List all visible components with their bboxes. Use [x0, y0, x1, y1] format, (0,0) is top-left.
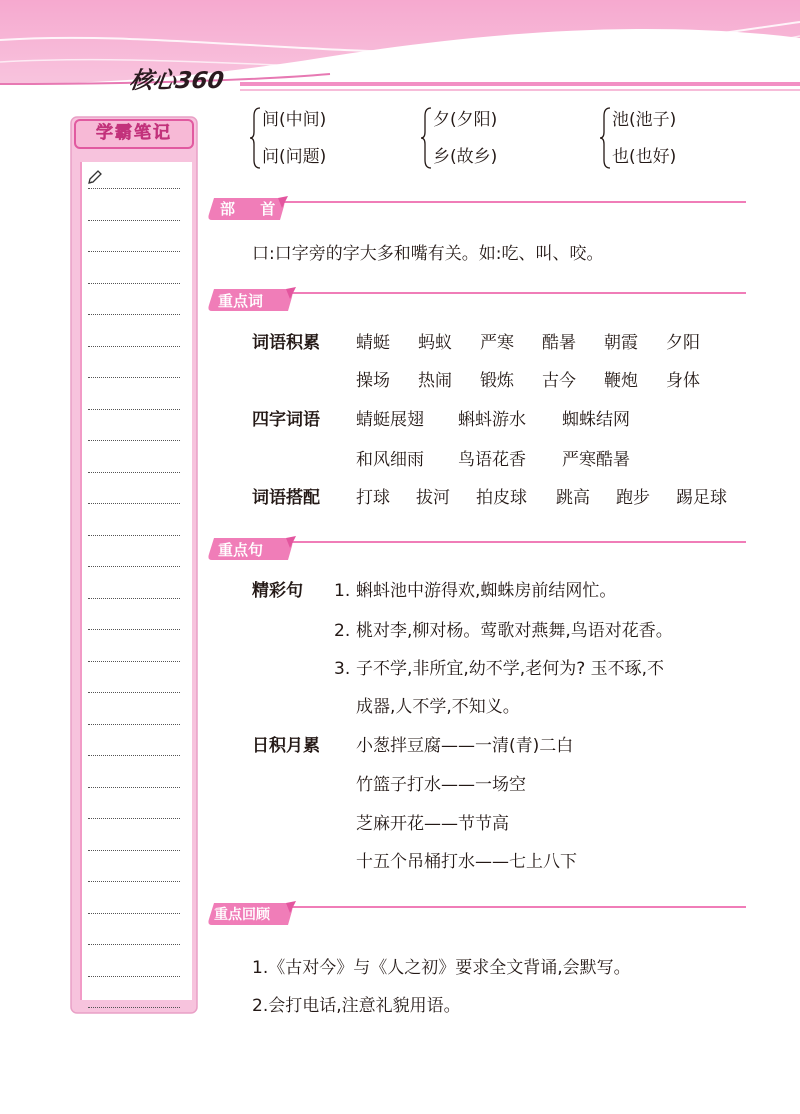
note-line: [88, 566, 180, 567]
review-item: 1.《古对今》与《人之初》要求全文背诵,会默写。: [252, 958, 631, 978]
sentence: 桃对李,柳对杨。莺歌对燕舞,鸟语对花香。: [356, 621, 673, 641]
section-title-sentences: 重点句: [218, 541, 264, 559]
char-item: 乡(故乡): [433, 147, 498, 167]
word: 拔河: [416, 488, 450, 508]
section-rule: [280, 201, 746, 203]
note-line: [88, 850, 180, 851]
word: 热闹: [418, 371, 452, 391]
group-label: 日积月累: [252, 736, 320, 756]
word: 打球: [356, 488, 390, 508]
note-line: [88, 472, 180, 473]
word: 蝌蚪游水: [458, 410, 526, 430]
group-label: 精彩句: [252, 581, 303, 601]
word: 蜘蛛结网: [562, 410, 630, 430]
note-line: [88, 440, 180, 441]
note-line: [88, 913, 180, 914]
word: 夕阳: [666, 333, 700, 353]
word: 跳高: [556, 488, 590, 508]
word: 酷暑: [542, 333, 576, 353]
word: 跑步: [616, 488, 650, 508]
char-item: 问(问题): [262, 147, 327, 167]
word: 鸟语花香: [458, 450, 526, 470]
word: 操场: [356, 371, 390, 391]
sentence-num: 2.: [334, 621, 351, 641]
note-line: [88, 220, 180, 221]
header-banner: [0, 0, 800, 100]
group-label: 词语积累: [252, 333, 320, 353]
note-line: [88, 629, 180, 630]
word: 蜻蜓展翅: [356, 410, 424, 430]
note-line: [88, 314, 180, 315]
note-line: [88, 976, 180, 977]
note-line: [88, 283, 180, 284]
section-rule: [280, 541, 746, 543]
word: 蜻蜓: [356, 333, 390, 353]
sentence: 子不学,非所宜,幼不学,老何为? 玉不琢,不: [356, 659, 665, 679]
char-item: 池(池子): [612, 110, 677, 130]
word: 身体: [666, 371, 700, 391]
group-label: 四字词语: [252, 410, 320, 430]
note-line: [88, 535, 180, 536]
word: 朝霞: [604, 333, 638, 353]
radical-text: 口:口字旁的字大多和嘴有关。如:吃、叫、咬。: [252, 244, 604, 264]
note-line: [88, 818, 180, 819]
note-line: [88, 188, 180, 189]
proverb: 小葱拌豆腐——一清(青)二白: [356, 736, 574, 756]
header-brand: 核心360: [127, 68, 226, 94]
note-line: [88, 881, 180, 882]
pencil-icon: [86, 168, 104, 186]
section-title-words: 重点词: [218, 292, 264, 310]
char-item: 夕(夕阳): [433, 110, 498, 130]
section-title-radical: 部 首: [220, 200, 286, 218]
word: 古今: [542, 371, 576, 391]
section-rule: [280, 292, 746, 294]
notes-title: 学霸笔记: [96, 123, 172, 143]
note-line: [88, 346, 180, 347]
notes-paper: [80, 162, 192, 1000]
note-line: [88, 944, 180, 945]
note-line: [88, 503, 180, 504]
group-label: 词语搭配: [252, 488, 320, 508]
proverb: 竹篮子打水——一场空: [356, 775, 526, 795]
word: 踢足球: [676, 488, 727, 508]
char-item: 间(中间): [262, 110, 327, 130]
note-line: [88, 251, 180, 252]
note-line: [88, 1007, 180, 1008]
note-line: [88, 661, 180, 662]
note-line: [88, 598, 180, 599]
brace-icon: [600, 106, 612, 170]
word: 严寒酷暑: [562, 450, 630, 470]
section-rule: [280, 906, 746, 908]
char-item: 也(也好): [612, 147, 677, 167]
note-line: [88, 755, 180, 756]
review-item: 2.会打电话,注意礼貌用语。: [252, 996, 461, 1016]
word: 严寒: [480, 333, 514, 353]
note-line: [88, 724, 180, 725]
proverb: 芝麻开花——节节高: [356, 814, 509, 834]
sentence: 成器,人不学,不知义。: [356, 697, 520, 717]
proverb: 十五个吊桶打水——七上八下: [356, 852, 577, 872]
sentence: 蝌蚪池中游得欢,蜘蛛房前结网忙。: [356, 581, 617, 601]
word: 蚂蚁: [418, 333, 452, 353]
note-line: [88, 787, 180, 788]
note-line: [88, 692, 180, 693]
word: 和风细雨: [356, 450, 424, 470]
brace-icon: [421, 106, 433, 170]
section-title-review: 重点回顾: [214, 907, 270, 923]
word: 锻炼: [480, 371, 514, 391]
brace-icon: [250, 106, 262, 170]
word: 拍皮球: [476, 488, 527, 508]
sentence-num: 1.: [334, 581, 351, 601]
note-line: [88, 377, 180, 378]
note-line: [88, 409, 180, 410]
word: 鞭炮: [604, 371, 638, 391]
sentence-num: 3.: [334, 659, 351, 679]
